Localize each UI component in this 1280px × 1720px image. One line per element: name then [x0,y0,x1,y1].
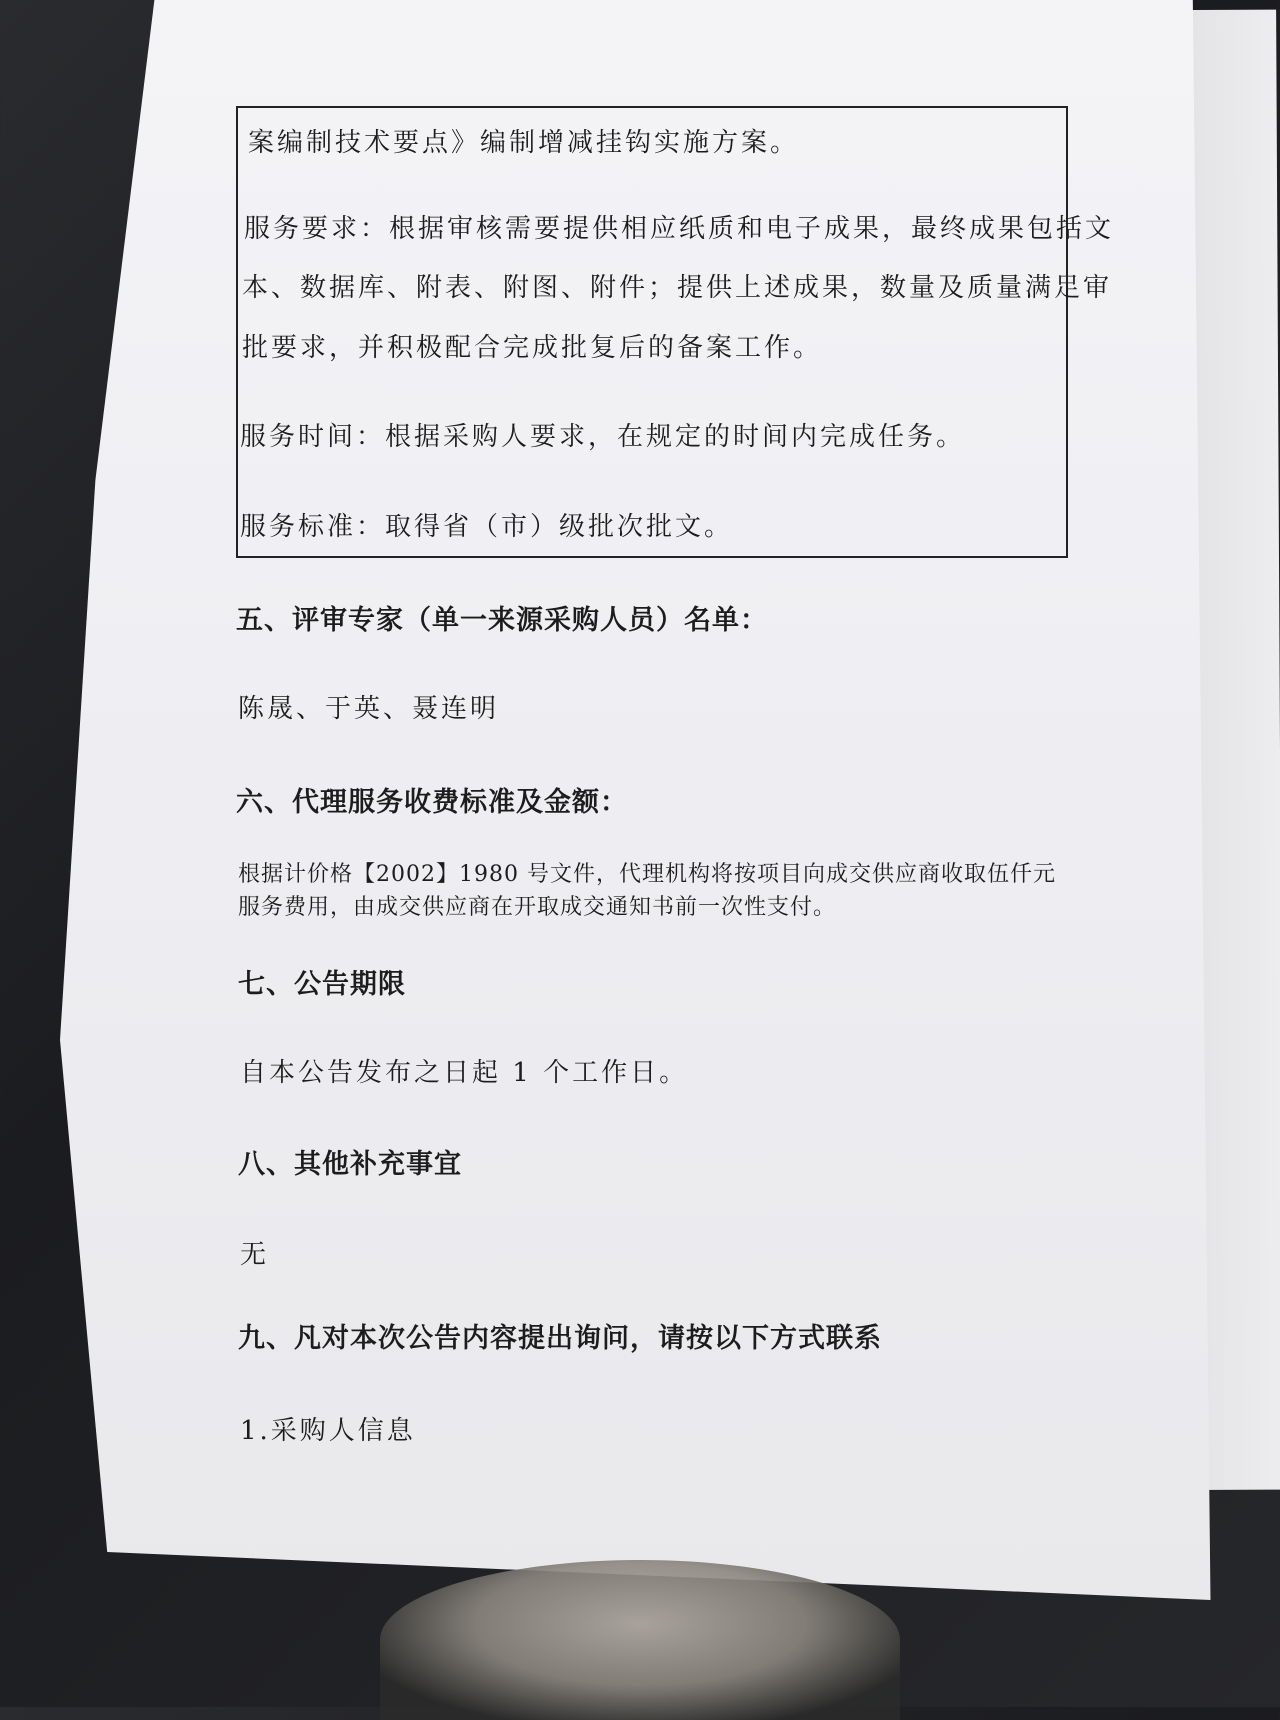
purchaser-info-label: 1.采购人信息 [240,1416,416,1446]
service-requirement-line-3: 批要求，并积极配合完成批复后的备案工作。 [242,333,823,363]
service-time: 服务时间：根据采购人要求，在规定的时间内完成任务。 [240,422,966,452]
notice-period-text: 自本公告发布之日起 1 个工作日。 [240,1058,689,1088]
service-requirement-line-2: 本、数据库、附表、附图、附件；提供上述成果，数量及质量满足审 [242,273,1113,303]
section-8-heading: 八、其他补充事宜 [238,1149,462,1180]
expert-list: 陈晟、于英、聂连明 [238,694,500,724]
section-6-heading: 六、代理服务收费标准及金额： [236,787,628,818]
fee-text-line-2: 服务费用，由成交供应商在开取成交通知书前一次性支付。 [238,895,837,920]
section-7-heading: 七、公告期限 [238,969,406,1000]
section-9-heading: 九、凡对本次公告内容提出询问，请按以下方式联系 [238,1323,882,1354]
box-line-1: 案编制技术要点》编制增减挂钩实施方案。 [248,128,800,158]
service-standard: 服务标准：取得省（市）级批次批文。 [240,512,734,542]
service-requirement-line-1: 服务要求：根据审核需要提供相应纸质和电子成果，最终成果包括文 [244,214,1115,244]
other-matters-text: 无 [240,1240,270,1270]
fabric-object [380,1560,900,1720]
section-5-heading: 五、评审专家（单一来源采购人员）名单： [236,605,768,636]
fee-text-line-1: 根据计价格【2002】1980 号文件，代理机构将按项目向成交供应商收取伍仟元 [238,862,1056,887]
